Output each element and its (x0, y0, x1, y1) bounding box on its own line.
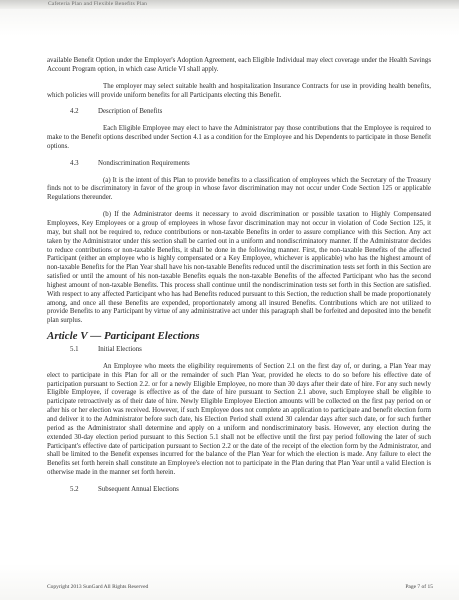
section-heading-4-2 (47, 108, 431, 117)
paragraph-4-3-a: (a) It is the intent of this Plan to provide benefits to a classification of employees which the Secretary of the Treasury finds not to be discriminatory in favor of the group in whose favor discrimination may not occur under Code Section 125 or applicable Regulations thereunder. (47, 176, 431, 202)
page-header: Cafeteria Plan and Flexible Benefits Plan (48, 1, 148, 7)
section-number: 5.2 (70, 485, 79, 493)
copyright-notice: Copyright 2013 SunGard All Rights Reserved (47, 584, 149, 590)
paragraph-4-3-b: (b) If the Administrator deems it necessary to avoid discrimination or possible taxation to Highly Compensated Employees, Key Employees or a group of employees in whose favor discrimination may not occur in violation of Code Section 125, it may, but shall not be required to, reduce contributions or non-taxable Benefits in order to assure compliance with this Section. Any act taken by the Administrator under this section shall be carried out in a uniform and nondiscriminatory manner. If the Administrator decides to reduce contributions or non-taxable Benefits, it shall be done in the following manner. First, the non-taxable Benefits of the affected Participant (either an employee who is highly compensated or a Key Employee, whichever is applicable) who has the highest amount of non-taxable Benefits for the Plan Year shall have his non-taxable Benefits reduced until the discrimination tests set forth in this Section are satisfied or until the amount of his non-taxable Benefits equals the non-taxable Benefits of the affected Participant who has the second highest amount of non-taxable Benefits. This process shall continue until the nondiscrimination tests set forth in this Section are satisfied. With respect to any affected Participant who has had Benefits reduced pursuant to this Section, the reduction shall be made proportionately among, and once all these Benefits are expended, proportionately among all insured Benefits. Contributions which are not utilized to provide Benefits to any Participant by virtue of any administrative act under this paragraph shall be forfeited and deposited into the benefit plan surplus. (47, 211, 431, 325)
article-title: Article V — Participant Elections (47, 330, 200, 343)
section-heading-5-2 (47, 486, 431, 495)
paragraph-employer: The employer may select suitable health and hospitalization Insurance Contracts for use in providing health benefits, which policies will provide uniform benefits for all Participants electing this Benefit. (47, 82, 431, 99)
section-title: Nondiscrimination Requirements (98, 159, 190, 167)
document-body (47, 57, 431, 495)
section-title: Initial Elections (98, 346, 142, 354)
section-number: 4.2 (70, 108, 79, 116)
page-number: Page 7 of 15 (405, 584, 433, 590)
section-title: Subsequent Annual Elections (98, 485, 179, 493)
page-footer (47, 584, 433, 590)
section-number: 4.3 (70, 159, 79, 167)
paragraph-4-2: Each Eligible Employee may elect to have the Administrator pay those contributions that the Employee is required to make to the Benefit options described under Section 4.1 as a condition for the Employee and his Dependents to participate in those Benefit options. (47, 125, 431, 150)
section-heading-5-1 (47, 346, 431, 355)
paragraph-intro: available Benefit Option under the Employer's Adoption Agreement, each Eligible Individual may elect coverage under the Health Savings Account Program option, in which case Article VI shall apply. (47, 57, 431, 73)
section-number: 5.1 (70, 346, 79, 354)
paragraph-5-1: An Employee who meets the eligibility requirements of Section 2.1 on the first day of, or during, a Plan Year may elect to participate in this Plan for all or the remainder of such Plan Year, provided he elects to do so before his effective date of participation pursuant to Section 2.2. or for a newly Eligible Employee, no more than 30 days after their date of hire. For any such newly Eligible Employee, if coverage is effective as of the date of hire pursuant to Section 2.1 above, such Employee shall be eligible to participate retroactively as of their date of hire. Newly Eligible Employee Election amounts will be collected on the first pay period on or after his or her election was received. However, if such Employee does not complete an application to participate and benefit election form and deliver it to the Administrator before such date, his Election Period shall extend 30 calendar days after such date, or for such further period as the Administrator shall determine and apply on a uniform and nondiscriminatory basis. However, any election during the extended 30-day election period pursuant to this Section 5.1 shall not be effective until the first pay period following the later of such Participant's effective date of participation pursuant to Section 2.2 or the date of the receipt of the election form by the Administrator, and shall be limited to the Benefit expenses incurred for the balance of the Plan Year for which the election is made. Any failure to elect the Benefits set forth herein shall constitute an Employee's election not to participate in the Plan during that Plan Year until a valid Election is otherwise made in the manner set forth herein. (47, 362, 431, 477)
section-heading-4-3 (47, 160, 431, 169)
section-title: Description of Benefits (98, 108, 163, 116)
